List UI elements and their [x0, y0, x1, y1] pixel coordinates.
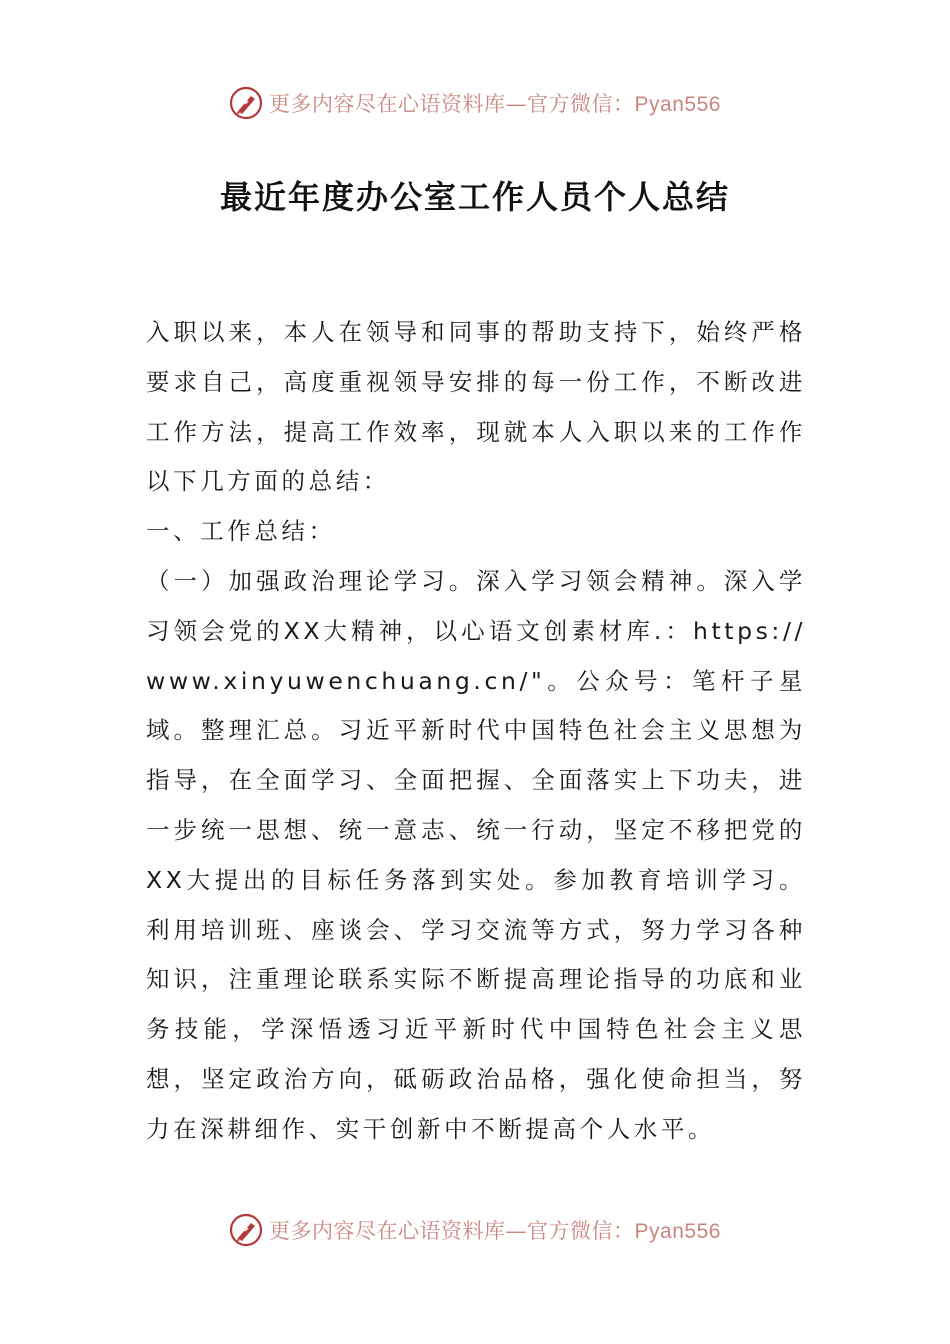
- banner-wechat-id: Pyan556: [634, 93, 721, 116]
- header-banner: [0, 83, 950, 123]
- paragraph-political-study: （一）加强政治理论学习。深入学习领会精神。深入学习领会党的XX大精神，以心语文创素材库.：https://www.xinyuwenchuang.cn/"。公众号：笔杆子星域。整理汇总。习近平新时代中国特色社会主义思想为指导，在全面学习、全面把握、全面落实上下功夫，进一步统一思想、统一意志、统一行动，坚定不移把党的XX大提出的目标任务落到实处。参加教育培训学习。利用培训班、座谈会、学习交流等方式，努力学习各种知识，注重理论联系实际不断提高理论指导的功底和业务技能，学深悟透习近平新时代中国特色社会主义思想，坚定政治方向，砥砺政治品格，强化使命担当，努力在深耕细作、实干创新中不断提高个人水平。: [146, 566, 806, 1143]
- document-body: [146, 308, 806, 1155]
- paragraph-intro: 入职以来，本人在领导和同事的帮助支持下，始终严格要求自己，高度重视领导安排的每一份工作，不断改进工作方法，提高工作效率，现就本人入职以来的工作作以下几方面的总结：: [146, 318, 806, 496]
- banner-text: 更多内容尽在心语资料库—官方微信：Pyan556: [269, 1219, 721, 1243]
- pen-nib-logo-icon: [229, 86, 263, 120]
- pen-nib-logo-icon: [229, 1213, 263, 1247]
- document-title: 最近年度办公室工作人员个人总结: [219, 178, 730, 216]
- banner-wechat-id: Pyan556: [634, 1220, 721, 1243]
- footer-banner: [0, 1210, 950, 1250]
- banner-text: 更多内容尽在心语资料库—官方微信：Pyan556: [269, 92, 721, 116]
- section-heading: 一、工作总结：: [146, 517, 336, 546]
